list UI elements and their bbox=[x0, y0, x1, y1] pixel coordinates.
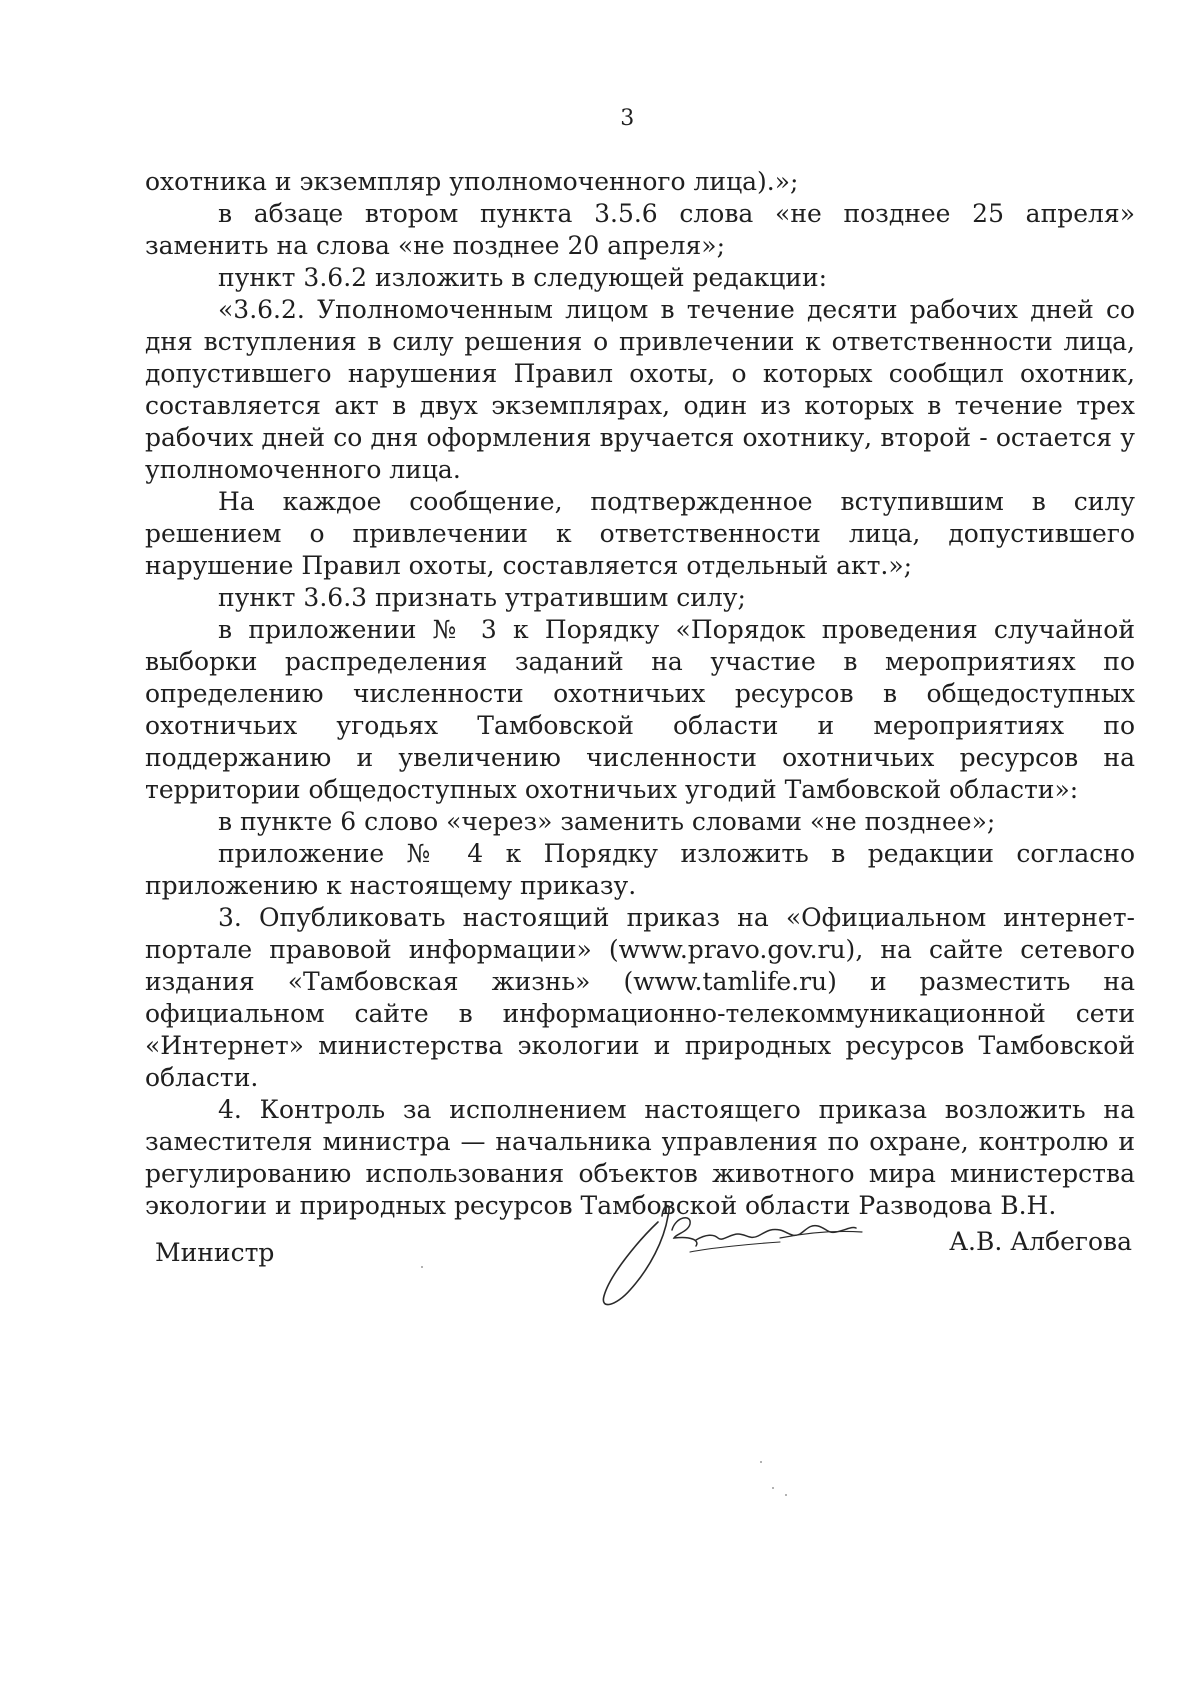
page-number: 3 bbox=[620, 106, 635, 131]
scan-speck bbox=[785, 1494, 787, 1496]
paragraph: охотника и экземпляр уполномоченного лица).»; bbox=[145, 167, 799, 196]
scan-speck bbox=[760, 1461, 762, 1463]
paragraph: «3.6.2. Уполномоченным лицом в течение десяти рабочих дней со дня вступления в силу решения о привлечении к ответственности лица, допустившего нарушения Правил охоты, о которых сообщил охотник, составляется акт в двух экземплярах, один из которых в течение трех рабочих дней со дня оформления вручается охотнику, второй - остается у уполномоченного лица. bbox=[145, 295, 1135, 484]
paragraph: 3. Опубликовать настоящий приказ на «Официальном интернет-портале правовой информации» (www.pravo.gov.ru), на сайте сетевого издания «Тамбовская жизнь» (www.tamlife.ru) и разместить на официальном сайте в информационно-телекоммуникационной сети «Интернет» министерства экологии и природных ресурсов Тамбовской области. bbox=[145, 903, 1135, 1092]
scan-speck bbox=[421, 1266, 423, 1268]
paragraph: пункт 3.6.2 изложить в следующей редакции: bbox=[218, 263, 828, 292]
paragraph: 4. Контроль за исполнением настоящего приказа возложить на заместителя министра — начальника управления по охране, контролю и регулированию использования объектов животного мира министерства экологии и природных ресурсов Тамбовской области Разводова В.Н. bbox=[145, 1095, 1135, 1220]
paragraph: пункт 3.6.3 признать утратившим силу; bbox=[218, 583, 746, 612]
paragraph: в пункте 6 слово «через» заменить словами «не позднее»; bbox=[218, 807, 996, 836]
paragraph: На каждое сообщение, подтвержденное вступившим в силу решением о привлечении к ответственности лица, допустившего нарушение Правил охоты, составляется отдельный акт.»; bbox=[145, 487, 1135, 580]
paragraph: в приложении № 3 к Порядку «Порядок проведения случайной выборки распределения заданий на участие в мероприятиях по определению численности охотничьих ресурсов в общедоступных охотничьих угодьях Тамбовской области и мероприятиях по поддержанию и увеличению численности охотничьих ресурсов на территории общедоступных охотничьих угодий Тамбовской области»: bbox=[145, 615, 1135, 804]
scan-speck bbox=[772, 1487, 774, 1489]
paragraph: в абзаце втором пункта 3.5.6 слова «не позднее 25 апреля» заменить на слова «не позднее 20 апреля»; bbox=[145, 199, 1135, 260]
document-body bbox=[145, 166, 1135, 1222]
handwritten-signature bbox=[580, 1194, 870, 1314]
signer-name: А.В. Албегова bbox=[949, 1227, 1132, 1256]
paragraph: приложение № 4 к Порядку изложить в редакции согласно приложению к настоящему приказу. bbox=[145, 839, 1135, 900]
signature-block bbox=[0, 1227, 1200, 1358]
signer-role: Министр bbox=[155, 1238, 275, 1267]
